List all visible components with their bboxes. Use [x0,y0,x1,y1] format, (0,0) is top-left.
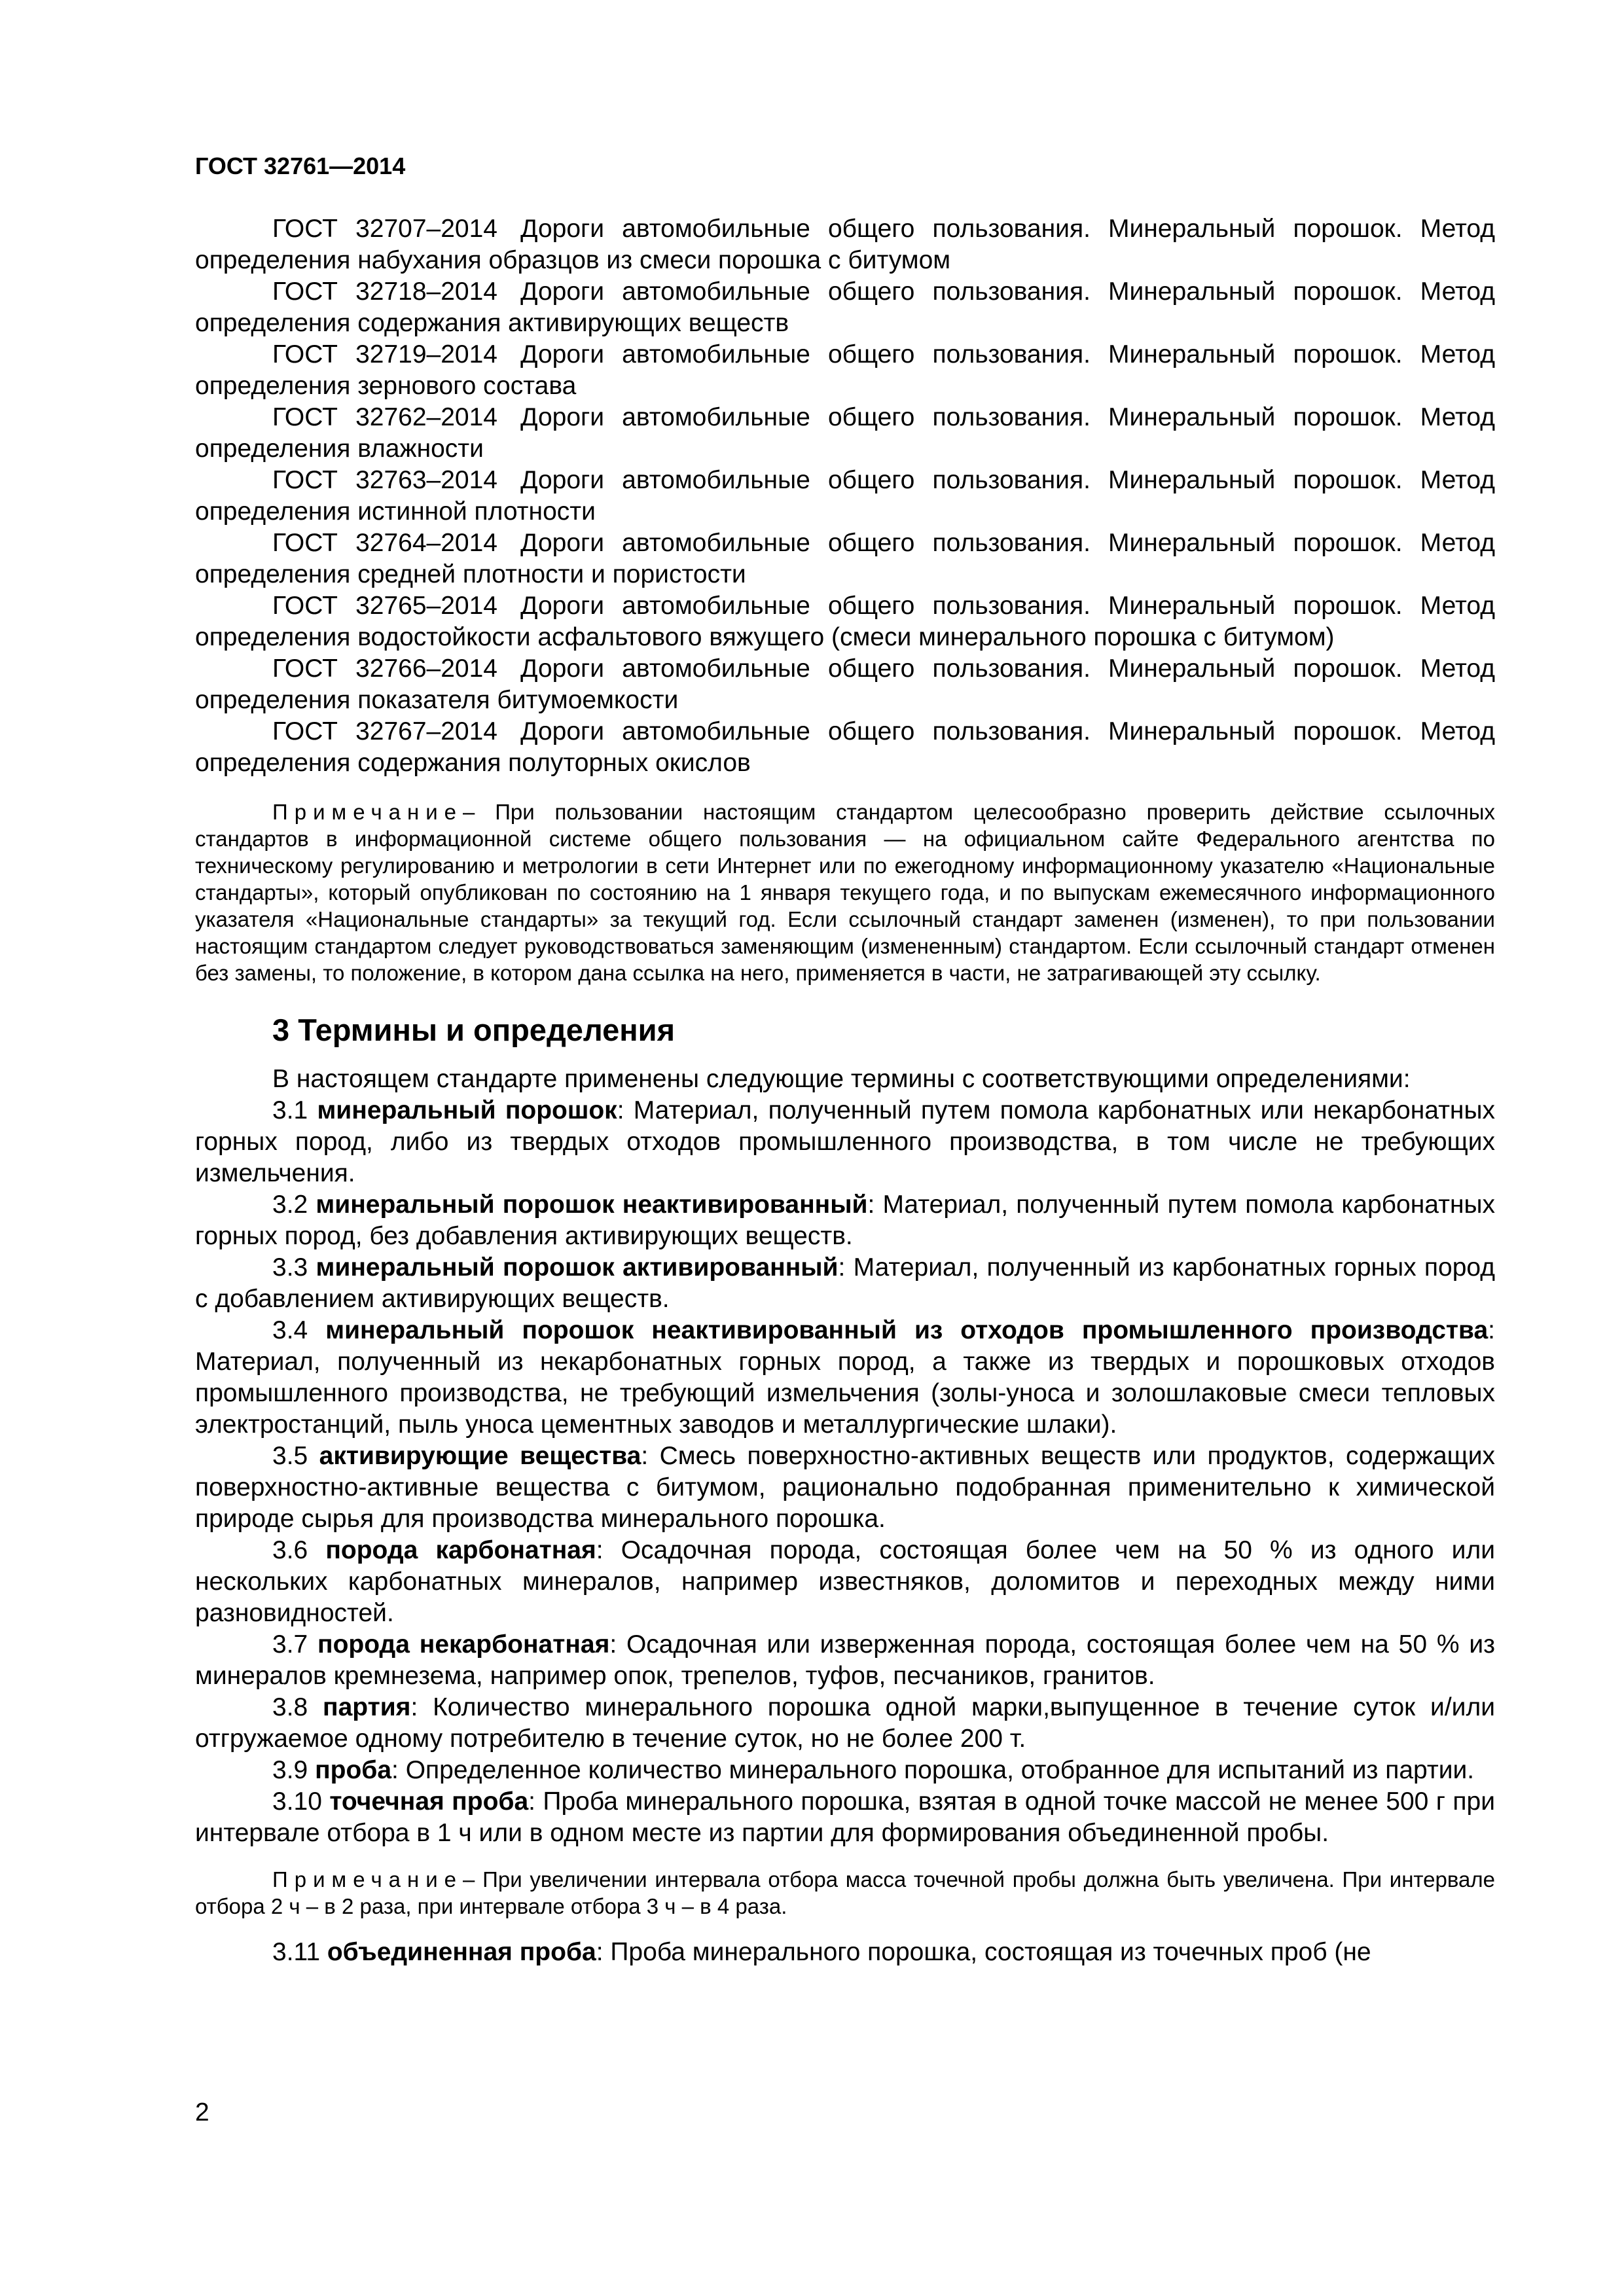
term-text: : Материал, полученный из некарбонатных горных пород, а также из твердых и порошковых отходов промышленного производства, не требующий измельчения (золы-уноса и золошлаковые смеси тепловых электростанций, пыль уноса цементных заводов и металлургические шлаки). [195,1316,1495,1439]
term-text: : Осадочная порода, состоящая более чем на 50 % из одного или нескольких карбонатных минералов, например известняков, доломитов и переходных между ними разновидностей. [195,1536,1495,1627]
reference-code: ГОСТ 32764–2014 [272,529,497,557]
note-references [195,798,1495,986]
term-definition [195,1937,1495,1968]
term-text: : Материал, полученный путем помола карбонатных или некарбонатных горных пород, либо из твердых отходов промышленного производства, в том числе не требующих измельчения. [195,1096,1495,1187]
document-header: ГОСТ 32761—2014 [195,152,406,179]
reference-code: ГОСТ 32765–2014 [272,592,497,620]
term-text: : Проба минерального порошка, взятая в одной точке массой не менее 500 г при интервале отбора в 1 ч или в одном месте из партии для формирования объединенной пробы. [195,1787,1495,1847]
term-text: : Смесь поверхностно-активных веществ или продуктов, содержащих поверхностно-активные вещества с битумом, рационально подобранная применительно к химической природе сырья для производства минерального порошка. [195,1442,1496,1533]
reference-title: Дороги автомобильные общего пользования. Минеральный порошок. Метод определения влажности [195,403,1495,463]
reference-code: ГОСТ 32767–2014 [272,717,497,745]
reference-title: Дороги автомобильные общего пользования. Минеральный порошок. Метод определения водостойкости асфальтового вяжущего (смеси минерального порошка с битумом) [195,592,1495,651]
reference-item [195,465,1495,528]
term-number: 3.9 [272,1756,308,1784]
reference-title: Дороги автомобильные общего пользования. Минеральный порошок. Метод определения содержания активирующих веществ [195,278,1495,337]
term-definition [195,1786,1495,1849]
term-definition [195,1095,1495,1189]
note-sample [195,1866,1495,1920]
term-name: минеральный порошок неактивированный из отходов промышленного производства [325,1316,1489,1344]
term-name: минеральный порошок активированный [316,1253,839,1282]
term-number: 3.3 [272,1253,308,1282]
term-definition [195,1189,1495,1252]
reference-item [195,402,1495,465]
reference-item [195,213,1495,276]
term-number: 3.8 [272,1693,308,1721]
term-name: минеральный порошок [317,1096,617,1124]
term-name: порода карбонатная [325,1536,596,1564]
term-definition [195,1629,1495,1692]
reference-title: Дороги автомобильные общего пользования. Минеральный порошок. Метод определения зернового состава [195,340,1495,400]
term-text: : Проба минерального порошка, состоящая из точечных проб (не [596,1938,1371,1966]
reference-title: Дороги автомобильные общего пользования. Минеральный порошок. Метод определения набухания образцов из смеси порошка с битумом [195,215,1495,274]
reference-title: Дороги автомобильные общего пользования. Минеральный порошок. Метод определения истинной плотности [195,466,1495,526]
term-number: 3.6 [272,1536,308,1564]
page-content [195,213,1495,1968]
term-text: : Количество минерального порошка одной марки,выпущенное в течение суток и/или отгружаемое одному потребителю в течение суток, но не более 200 т. [195,1693,1496,1753]
reference-item [195,276,1495,339]
term-number: 3.2 [272,1191,308,1219]
term-text: : Материал, полученный из карбонатных горных пород с добавлением активирующих веществ. [195,1253,1495,1313]
term-name: порода некарбонатная [317,1630,610,1659]
section-intro: В настоящем стандарте применены следующие термины с соответствующими определениями: [272,1065,1411,1093]
term-definition [195,1252,1495,1315]
reference-code: ГОСТ 32718–2014 [272,278,497,306]
reference-item [195,528,1495,590]
section-title: 3 Термины и определения [272,1013,675,1047]
page-number: 2 [195,2098,209,2126]
note-label: Примечание [272,1867,463,1892]
reference-item [195,590,1495,653]
term-number: 3.11 [272,1938,321,1966]
term-name: точечная проба [329,1787,529,1816]
term-definition [195,1755,1495,1786]
reference-title: Дороги автомобильные общего пользования. Минеральный порошок. Метод определения показателя битумоемкости [195,655,1495,714]
reference-code: ГОСТ 32766–2014 [272,655,497,683]
term-definition [195,1535,1495,1629]
reference-code: ГОСТ 32762–2014 [272,403,497,431]
term-text: : Осадочная или изверженная порода, состоящая более чем на 50 % из минералов кремнезема, например опок, трепелов, туфов, песчаников, гранитов. [195,1630,1495,1690]
note-text: – При увеличении интервала отбора масса точечной пробы должна быть увеличена. При интервале отбора 2 ч – в 2 раза, при интервале отбора 3 ч – в 4 раза. [195,1867,1495,1918]
term-name: партия [323,1693,411,1721]
references-list [195,213,1495,779]
reference-code: ГОСТ 32763–2014 [272,466,497,494]
reference-item [195,339,1495,402]
term-number: 3.7 [272,1630,308,1659]
term-name: проба [315,1756,392,1784]
term-definition [195,1441,1495,1535]
term-text: : Материал, полученный путем помола карбонатных горных пород, без добавления активирующих веществ. [195,1191,1496,1250]
reference-title: Дороги автомобильные общего пользования. Минеральный порошок. Метод определения содержания полуторных окислов [195,717,1495,777]
term-number: 3.5 [272,1442,308,1470]
reference-item [195,716,1495,779]
term-number: 3.4 [272,1316,308,1344]
term-text: : Определенное количество минерального порошка, отобранное для испытаний из партии. [391,1756,1475,1784]
reference-item [195,653,1495,716]
term-name: активирующие вещества [319,1442,641,1470]
note-text: – При пользовании настоящим стандартом целесообразно проверить действие ссылочных стандартов в информационной системе общего пользования — на официальном сайте Федерального агентства по техническому регулированию и метрологии в сети Интернет или по ежегодному информационному указателю «Национальные стандарты», который опубликован по состоянию на 1 января текущего года, и по выпускам ежемесячного информационного указателя «Национальные стандарты» за текущий год. Если ссылочный стандарт заменен (изменен), то при пользовании настоящим стандартом следует руководствоваться заменяющим (измененным) стандартом. Если ссылочный стандарт отменен без замены, то положение, в котором дана ссылка на него, применяется в части, не затрагивающей эту ссылку. [195,800,1495,985]
term-number: 3.10 [272,1787,322,1816]
term-definition [195,1315,1495,1441]
term-name: объединенная проба [327,1938,596,1966]
term-name: минеральный порошок неактивированный [316,1191,868,1219]
term-number: 3.1 [272,1096,308,1124]
reference-title: Дороги автомобильные общего пользования. Минеральный порошок. Метод определения средней плотности и пористости [195,529,1495,588]
reference-code: ГОСТ 32719–2014 [272,340,497,368]
term-definition [195,1692,1495,1755]
reference-code: ГОСТ 32707–2014 [272,215,497,243]
note-label: Примечание [272,800,463,824]
